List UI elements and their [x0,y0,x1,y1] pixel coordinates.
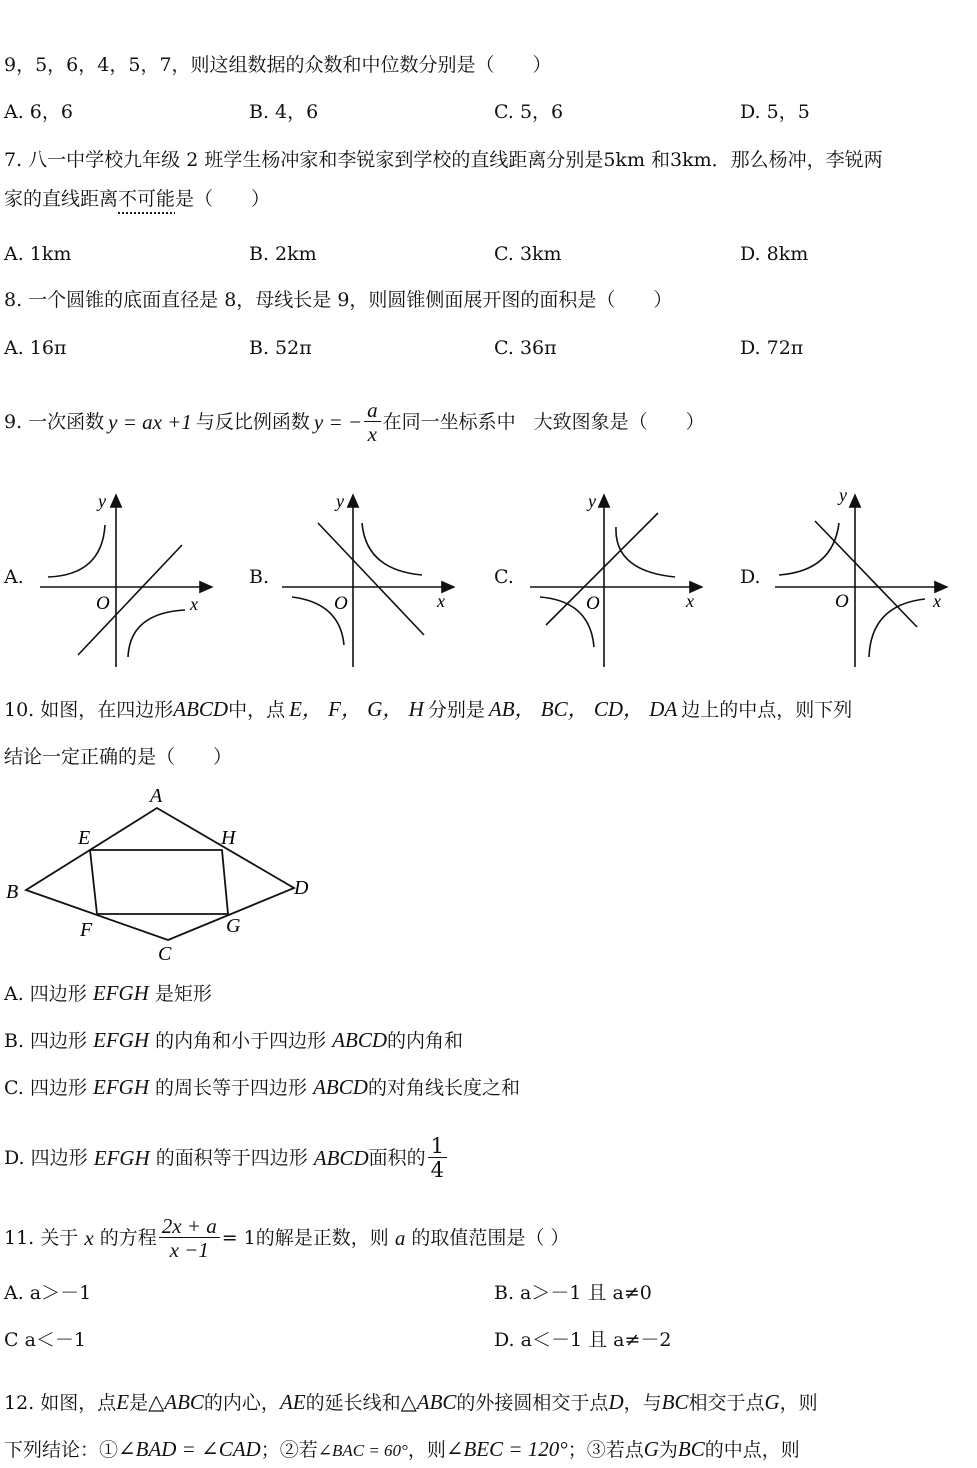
q12-text: 的中点，则 [704,1439,800,1461]
q10-option-d-mid: 的面积等于四边形 [155,1147,308,1169]
q9-graph-b[interactable] [282,485,462,670]
q12-text: 相交于点 [688,1392,765,1414]
q9-expr-linear: y = ax +1 [108,410,192,434]
q7-option-b[interactable]: B. 2km [249,243,317,265]
q12-text: 是 [129,1392,149,1414]
q11-option-d[interactable]: D. a＜－1 且 a≠－2 [494,1329,672,1351]
quadrilateral-efgh [90,850,228,914]
line-graph [815,521,917,627]
q7-stem-line1: 7. 八一中学校九年级 2 班学生杨冲家和李锐家到学校的直线距离分别是5km 和3km．那么杨冲，李锐两 [4,149,883,171]
q11-option-c[interactable]: C a＜－1 [4,1329,86,1351]
q10-option-d-fraction [428,1135,447,1182]
q12-text: 下列结论：① [4,1439,119,1461]
q9-stem-a: 9. 一次函数 [4,411,105,433]
q11-stem-c: = 1的解是正数，则 [221,1227,389,1249]
q10-stem-line2: 结论一定正确的是（ ） [4,746,233,768]
q11-stem-d: 的取值范围是（ ） [411,1227,570,1249]
q12-text: ；②若 [260,1439,318,1461]
q10-option-c-text: C. 四边形 [4,1077,87,1099]
q6-option-c[interactable]: C. 5，6 [494,101,564,123]
q9-graph-a[interactable] [40,485,220,670]
label-e: E [78,827,91,849]
q11-stem-a: 11. 关于 [4,1227,79,1249]
q12-text: 的延长线和 [305,1392,401,1414]
q12-text: ；③若点 [567,1439,644,1461]
q6-option-d[interactable]: D. 5，5 [740,101,810,123]
q6-stem: 9，5，6，4，5，7，则这组数据的众数和中位数分别是（ ） [4,54,552,76]
q10-points: E， F， G， H [289,697,424,721]
q10-stem-d: 边上的中点，则下列 [681,699,853,721]
q11-var-x: x [84,1226,94,1250]
hyperbola-branch [362,523,422,575]
q11-stem [4,1208,569,1268]
q11-stem-b: 的方程 [99,1227,157,1249]
x-axis-label: x [933,591,941,611]
q6-option-b[interactable]: B. 4，6 [249,101,319,123]
q12-eq1: ∠BAD = ∠CAD [118,1437,261,1461]
origin-label: O [334,593,348,614]
q10-stem-b: 中，点 [228,699,286,721]
q12-triangle: △ABC [400,1390,457,1414]
q8-option-a[interactable]: A. 16π [4,337,67,359]
q7-stem-text-b: 是（ ） [175,188,271,210]
q12-g2: G [643,1437,659,1461]
q10-option-a-tail: 是矩形 [154,983,212,1005]
q10-option-b-text: B. 四边形 [4,1030,88,1052]
q9-frac-num: a [364,399,381,422]
q12-text: 的内心， [203,1392,280,1414]
q12-text: ，与 [623,1392,662,1414]
q10-option-c-tail: 的对角线长度之和 [367,1077,520,1099]
q12-bc: BC [661,1390,689,1414]
label-d: D [294,877,309,899]
q9-graph-d[interactable] [775,485,955,670]
q9-fraction [364,399,381,446]
q11-frac-den: x −1 [169,1237,209,1262]
q7-stem-text-a: 家的直线距离 [4,188,119,210]
q10-option-c-mid: 的周长等于四边形 [155,1077,308,1099]
q12-eq2: ∠BAC = 60° [317,1441,408,1460]
x-axis-label: x [190,594,198,614]
q12-triangle: △ABC [148,1390,204,1414]
q9-stem-b: 与反比例函数 [195,411,310,433]
q10-stem-a: 10. 如图，在四边形 [4,699,174,721]
q10-frac-num: 1 [428,1135,447,1158]
label-c: C [158,943,172,965]
origin-label: O [586,593,600,614]
x-axis-label: x [686,591,694,611]
q12-d: D [608,1390,624,1414]
y-axis-label: y [588,491,596,511]
y-axis-label: y [839,485,847,505]
label-f: F [80,919,93,941]
label-b: B [6,881,19,903]
q10-option-a[interactable] [4,980,212,1007]
q10-stem-line1 [4,696,852,723]
q12-line1 [4,1389,818,1416]
y-axis-label: y [98,491,106,511]
q10-option-a-efgh: EFGH [92,981,149,1005]
q12-text: 的外接圆相交于点 [456,1392,609,1414]
q10-option-c-efgh: EFGH [93,1075,149,1099]
quadrilateral-abcd [26,808,294,940]
hyperbola-branch [869,599,925,657]
q9-graph-c[interactable] [530,485,710,670]
q10-sides: AB， BC， CD， DA [488,697,678,721]
q12-ae: AE [279,1390,306,1414]
q11-option-a[interactable]: A. a＞－1 [4,1282,92,1304]
q12-text: 12. 如图，点 [4,1392,117,1414]
q9-option-a-label[interactable]: A. [4,566,24,588]
q9-option-c-label[interactable]: C. [494,566,514,588]
hyperbola-branch [616,527,675,577]
q9-option-b-label[interactable]: B. [249,566,270,588]
hyperbola-branch [48,525,105,577]
q10-option-b-tail: 的内角和 [387,1030,464,1052]
q10-option-b[interactable] [4,1027,463,1054]
q11-var-a: a [394,1226,406,1250]
q12-text: ，则 [407,1439,446,1461]
q10-option-d-tail: 面积的 [368,1147,426,1169]
label-a: A [150,785,163,807]
q10-option-d[interactable] [4,1128,449,1188]
origin-label: O [835,591,849,612]
q9-expr-inverse: y = − [313,410,363,434]
q12-eq3: ∠BEC = 120° [445,1437,568,1461]
hyperbola-branch [128,610,185,657]
q12-g: G [764,1390,780,1414]
q10-frac-den: 4 [430,1157,445,1182]
q10-abcd: ABCD [173,697,229,721]
q9-stem-d: 大致图象是（ ） [533,411,705,433]
q7-option-a[interactable]: A. 1km [4,243,72,265]
label-h: H [221,827,236,849]
q10-option-d-efgh: EFGH [93,1146,150,1170]
q10-option-c[interactable] [4,1074,520,1101]
label-g: G [226,915,241,937]
q11-frac-num: 2x + a [159,1215,220,1238]
q9-stem [4,392,705,452]
origin-label: O [96,593,110,614]
q10-option-b-efgh: EFGH [93,1028,150,1052]
q7-emphasis: 不可能 [118,188,176,210]
y-axis-label: y [336,491,344,511]
q12-text: 为 [658,1439,678,1461]
q10-option-b-mid: 的内角和小于四边形 [155,1030,327,1052]
q7-option-d[interactable]: D. 8km [740,243,809,265]
line-graph [78,545,182,655]
q7-option-c[interactable]: C. 3km [494,243,562,265]
hyperbola-branch [779,523,839,575]
q12-bc2: BC [677,1437,705,1461]
q8-option-c[interactable]: C. 36π [494,337,557,359]
q8-option-d[interactable]: D. 72π [740,337,804,359]
q9-option-d-label[interactable]: D. [740,566,761,588]
q10-option-b-abcd: ABCD [332,1028,388,1052]
q12-text: ，则 [779,1392,818,1414]
q6-option-a[interactable]: A. 6，6 [4,101,73,123]
q10-option-d-abcd: ABCD [313,1146,369,1170]
q11-fraction [159,1215,220,1262]
q10-option-c-abcd: ABCD [313,1075,368,1099]
x-axis-label: x [437,591,445,611]
q8-option-b[interactable]: B. 52π [249,337,312,359]
q10-stem-c: 分别是 [427,699,485,721]
q10-figure [0,780,330,965]
q12-e: E [116,1390,130,1414]
q9-stem-c: 在同一坐标系中 [382,411,516,433]
q9-frac-den: x [367,421,377,446]
q11-option-b[interactable]: B. a＞－1 且 a≠0 [494,1282,652,1304]
q7-stem-line2 [4,186,270,212]
q10-option-a-text: A. 四边形 [4,983,87,1005]
q12-line2 [4,1436,800,1464]
q8-stem: 8. 一个圆锥的底面直径是 8，母线长是 9，则圆锥侧面展开图的面积是（ ） [4,289,673,311]
q10-option-d-text: D. 四边形 [4,1147,88,1169]
